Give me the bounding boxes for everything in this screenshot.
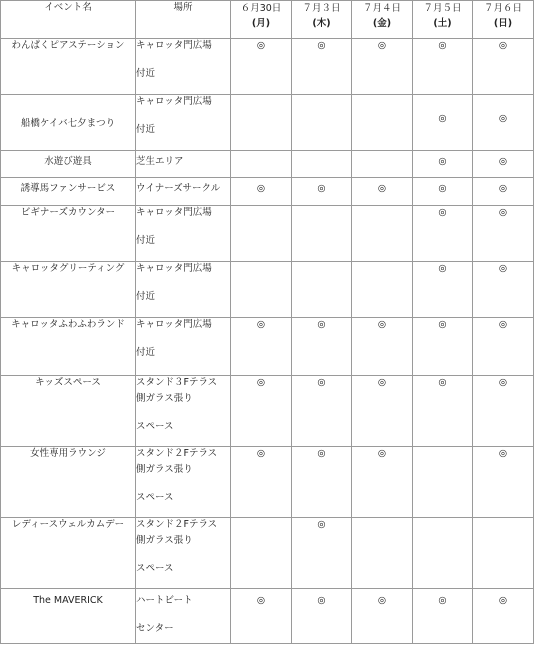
date-mark-cell: ◎ bbox=[473, 376, 534, 447]
table-row bbox=[1, 518, 534, 589]
place-line: ウイナーズサークル bbox=[136, 183, 221, 194]
date-mark-cell bbox=[413, 447, 473, 518]
date-mark-cell bbox=[231, 95, 292, 151]
date-mark-cell: ◎ bbox=[231, 39, 292, 95]
table-row bbox=[1, 151, 534, 178]
table-row bbox=[1, 376, 534, 447]
date-mark-cell: ◎ bbox=[473, 151, 534, 178]
header-date-label: ６月30日 bbox=[240, 3, 282, 14]
header-row bbox=[1, 1, 534, 39]
place-line: ハートビート bbox=[136, 595, 193, 606]
event-name-cell: 女性専用ラウンジ bbox=[1, 447, 136, 518]
place-line: 付近 bbox=[136, 235, 156, 246]
date-mark-cell bbox=[473, 518, 534, 589]
date-mark-cell: ◎ bbox=[473, 206, 534, 262]
header-place bbox=[136, 1, 231, 39]
date-mark-cell bbox=[352, 206, 413, 262]
event-name-cell: ビギナーズカウンター bbox=[1, 206, 136, 262]
event-place-cell bbox=[136, 518, 231, 589]
place-line: キャロッタ門広場 bbox=[136, 319, 212, 330]
place-line: 付近 bbox=[136, 68, 156, 79]
date-mark-cell: ◎ bbox=[352, 447, 413, 518]
place-line: キャロッタ門広場 bbox=[136, 40, 212, 51]
event-place-cell bbox=[136, 589, 231, 644]
event-place-cell bbox=[136, 447, 231, 518]
header-date-3 bbox=[413, 1, 473, 39]
event-rows bbox=[1, 39, 534, 644]
date-mark-cell: ◎ bbox=[473, 318, 534, 376]
place-line: スペース bbox=[136, 492, 174, 503]
table-row bbox=[1, 447, 534, 518]
date-mark-cell: ◎ bbox=[413, 589, 473, 644]
header-day-label: (月) bbox=[251, 18, 271, 29]
date-mark-cell: ◎ bbox=[231, 178, 292, 206]
header-date-label: ７月３日 bbox=[302, 3, 341, 14]
date-mark-cell bbox=[292, 95, 352, 151]
place-line: スペース bbox=[136, 563, 174, 574]
event-name-cell: 水遊び遊具 bbox=[1, 151, 136, 178]
date-mark-cell bbox=[292, 262, 352, 318]
event-name-cell: 誘導馬ファンサービス bbox=[1, 178, 136, 206]
date-mark-cell bbox=[352, 151, 413, 178]
header-event-label: イベント名 bbox=[44, 2, 92, 13]
date-mark-cell bbox=[352, 262, 413, 318]
date-mark-cell: ◎ bbox=[292, 318, 352, 376]
header-day-label: (土) bbox=[433, 18, 452, 29]
date-mark-cell: ◎ bbox=[413, 318, 473, 376]
header-date-1 bbox=[292, 1, 352, 39]
date-mark-cell bbox=[352, 95, 413, 151]
date-mark-cell: ◎ bbox=[292, 376, 352, 447]
place-line: キャロッタ門広場 bbox=[136, 96, 212, 107]
place-line: スペース bbox=[136, 421, 174, 432]
place-line: 側ガラス張り bbox=[136, 535, 193, 546]
place-line: 芝生エリア bbox=[136, 156, 184, 167]
date-mark-cell: ◎ bbox=[292, 178, 352, 206]
date-mark-cell: ◎ bbox=[231, 318, 292, 376]
date-mark-cell bbox=[231, 518, 292, 589]
place-line: スタンド２Fテラス bbox=[136, 519, 218, 530]
event-place-cell bbox=[136, 206, 231, 262]
place-line: 付近 bbox=[136, 124, 156, 135]
date-mark-cell: ◎ bbox=[231, 376, 292, 447]
event-name-cell: レディースウェルカムデー bbox=[1, 518, 136, 589]
table-row bbox=[1, 589, 534, 644]
place-line: キャロッタ門広場 bbox=[136, 263, 212, 274]
event-place-cell bbox=[136, 151, 231, 178]
header-event-name bbox=[1, 1, 136, 39]
event-place-cell bbox=[136, 178, 231, 206]
place-line: スタンド２Fテラス bbox=[136, 448, 218, 459]
header-day-label: (日) bbox=[493, 18, 513, 29]
table-row bbox=[1, 95, 534, 151]
date-mark-cell bbox=[231, 206, 292, 262]
date-mark-cell: ◎ bbox=[473, 39, 534, 95]
event-name-cell: キッズスペース bbox=[1, 376, 136, 447]
date-mark-cell bbox=[292, 151, 352, 178]
date-mark-cell: ◎ bbox=[473, 589, 534, 644]
date-mark-cell: ◎ bbox=[352, 376, 413, 447]
header-place-label: 場所 bbox=[173, 2, 193, 13]
date-mark-cell bbox=[231, 262, 292, 318]
place-line: 側ガラス張り bbox=[136, 393, 193, 404]
event-place-cell bbox=[136, 262, 231, 318]
table-row bbox=[1, 39, 534, 95]
date-mark-cell: ◎ bbox=[413, 178, 473, 206]
event-place-cell bbox=[136, 95, 231, 151]
event-name-cell: キャロッタグリーティング bbox=[1, 262, 136, 318]
event-name-cell: わんぱくピアステーション bbox=[1, 39, 136, 95]
place-line: 側ガラス張り bbox=[136, 464, 193, 475]
header-day-label: (金) bbox=[372, 18, 392, 29]
table-row bbox=[1, 206, 534, 262]
event-name-cell: 船橋ケイバ七夕まつり bbox=[1, 95, 136, 151]
date-mark-cell: ◎ bbox=[292, 447, 352, 518]
date-mark-cell: ◎ bbox=[413, 262, 473, 318]
date-mark-cell: ◎ bbox=[413, 39, 473, 95]
event-name-cell: キャロッタふわふわランド bbox=[1, 318, 136, 376]
date-mark-cell: ◎ bbox=[413, 95, 473, 151]
header-date-0 bbox=[231, 1, 292, 39]
date-mark-cell: ◎ bbox=[352, 318, 413, 376]
place-line: 付近 bbox=[136, 347, 156, 358]
date-mark-cell: ◎ bbox=[231, 447, 292, 518]
header-date-label: ７月４日 bbox=[362, 3, 401, 14]
place-line: センター bbox=[136, 623, 174, 634]
header-date-label: ７月５日 bbox=[423, 3, 462, 14]
event-place-cell bbox=[136, 376, 231, 447]
event-place-cell bbox=[136, 39, 231, 95]
place-line: 付近 bbox=[136, 291, 156, 302]
date-mark-cell bbox=[352, 518, 413, 589]
header-date-2 bbox=[352, 1, 413, 39]
date-mark-cell: ◎ bbox=[413, 206, 473, 262]
date-mark-cell: ◎ bbox=[292, 39, 352, 95]
date-mark-cell: ◎ bbox=[352, 589, 413, 644]
date-mark-cell: ◎ bbox=[352, 39, 413, 95]
event-name-cell: The MAVERICK bbox=[1, 589, 136, 644]
table-row bbox=[1, 262, 534, 318]
date-mark-cell: ◎ bbox=[473, 262, 534, 318]
header-day-label: (木) bbox=[312, 18, 331, 29]
table-row bbox=[1, 318, 534, 376]
date-mark-cell: ◎ bbox=[473, 447, 534, 518]
date-mark-cell: ◎ bbox=[292, 589, 352, 644]
date-mark-cell: ◎ bbox=[413, 151, 473, 178]
event-place-cell bbox=[136, 318, 231, 376]
date-mark-cell: ◎ bbox=[352, 178, 413, 206]
table-row bbox=[1, 178, 534, 206]
date-mark-cell: ◎ bbox=[292, 518, 352, 589]
header-date-4 bbox=[473, 1, 534, 39]
header-date-label: ７月６日 bbox=[483, 3, 522, 14]
date-mark-cell: ◎ bbox=[473, 95, 534, 151]
place-line: キャロッタ門広場 bbox=[136, 207, 212, 218]
date-mark-cell bbox=[292, 206, 352, 262]
place-line: スタンド３Fテラス bbox=[136, 377, 218, 388]
date-mark-cell bbox=[231, 151, 292, 178]
date-mark-cell: ◎ bbox=[231, 589, 292, 644]
date-mark-cell: ◎ bbox=[473, 178, 534, 206]
date-mark-cell bbox=[413, 518, 473, 589]
date-mark-cell: ◎ bbox=[413, 376, 473, 447]
